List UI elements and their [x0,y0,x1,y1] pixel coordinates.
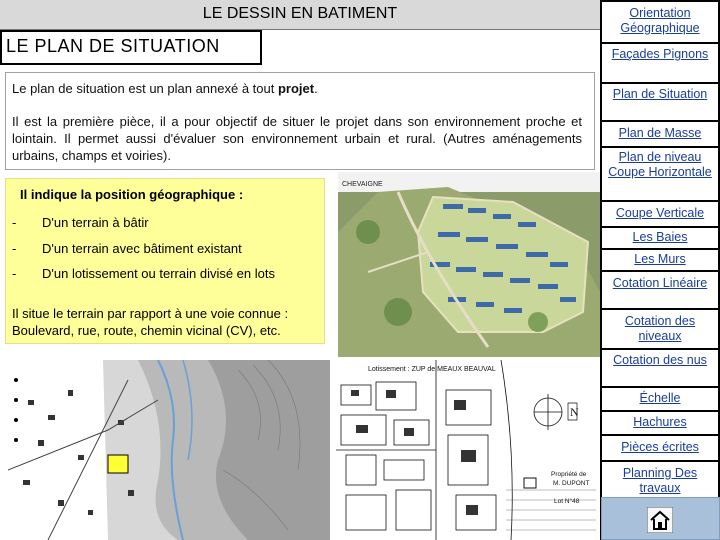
bullet-item: D'un lotissement ou terrain divisé en lots [42,266,275,281]
owner-label: Propriété de [551,471,587,478]
description-paragraph-2: Il est la première pièce, il a pour objectif de situer le projet dans son environnement proche et lointain. Il permet aussi d'évaluer son environnement urbain et rural. (Autres aménagements urbains, champs et voiries). [12,114,582,163]
topographic-map-drawing [8,360,330,540]
lotissement-label: Lotissement : ZUP de MEAUX BEAUVAL [368,366,496,373]
nav-cotation-des-niveaux[interactable]: Cotation des niveaux [602,310,718,348]
nav-echelle[interactable]: Échelle [602,388,718,410]
nav-plan-de-situation[interactable]: Plan de Situation [602,84,718,120]
bullet-dash: - [12,266,17,281]
nav-plan-de-niveau[interactable]: Plan de niveau Coupe Horizontale [602,148,718,200]
topographic-map-image [8,360,330,540]
nav-cotation-des-nus[interactable]: Cotation des nus [602,350,718,386]
bullet-item: D'un terrain avec bâtiment existant [42,241,242,256]
aerial-plan-drawing [338,172,600,357]
keyword-projet: projet [277,81,315,96]
section-title: LE PLAN DE SITUATION [6,36,220,56]
nav-coupe-verticale[interactable]: Coupe Verticale [602,202,718,226]
lotissement-plan-drawing [336,360,600,540]
nav-les-murs[interactable]: Les Murs [602,250,718,270]
lot-number: Lot N°48 [554,498,580,505]
page-title: LE DESSIN EN BATIMENT [202,5,398,22]
description-period: . [314,81,318,96]
aerial-town-label: CHEVAIGNE [342,181,383,188]
nav-pieces-ecrites[interactable]: Pièces écrites [602,436,718,460]
bullet-item: D'un terrain à bâtir [42,215,149,230]
nav-plan-de-masse[interactable]: Plan de Masse [602,122,718,146]
nav-planning-des-travaux[interactable]: Planning Des travaux [602,462,718,498]
geo-closing-text: Il situe le terrain par rapport à une voie connue : Boulevard, rue, route, chemin vicinal (CV), etc. [12,306,289,338]
bullet-dash: - [12,215,17,230]
aerial-plan-image [338,172,600,357]
description-paragraph-1 [12,80,582,97]
lotissement-plan-image [336,360,600,540]
nav-cotation-lineaire[interactable]: Cotation Linéaire [602,272,718,308]
nav-hachures[interactable]: Hachures [602,412,718,434]
house-icon[interactable] [647,507,673,533]
geo-heading: Il indique la position géographique : [20,187,244,202]
nav-orientation-geographique[interactable]: Orientation Géographique [602,2,718,42]
compass-letter: N [570,405,579,419]
nav-facades-pignons[interactable]: Façades Pignons [602,44,718,82]
description-text: Le plan de situation est un plan annexé à tout [12,81,278,96]
nav-les-baies[interactable]: Les Baies [602,228,718,248]
owner-name: M. DUPONT [553,480,590,487]
bullet-dash: - [12,241,17,256]
